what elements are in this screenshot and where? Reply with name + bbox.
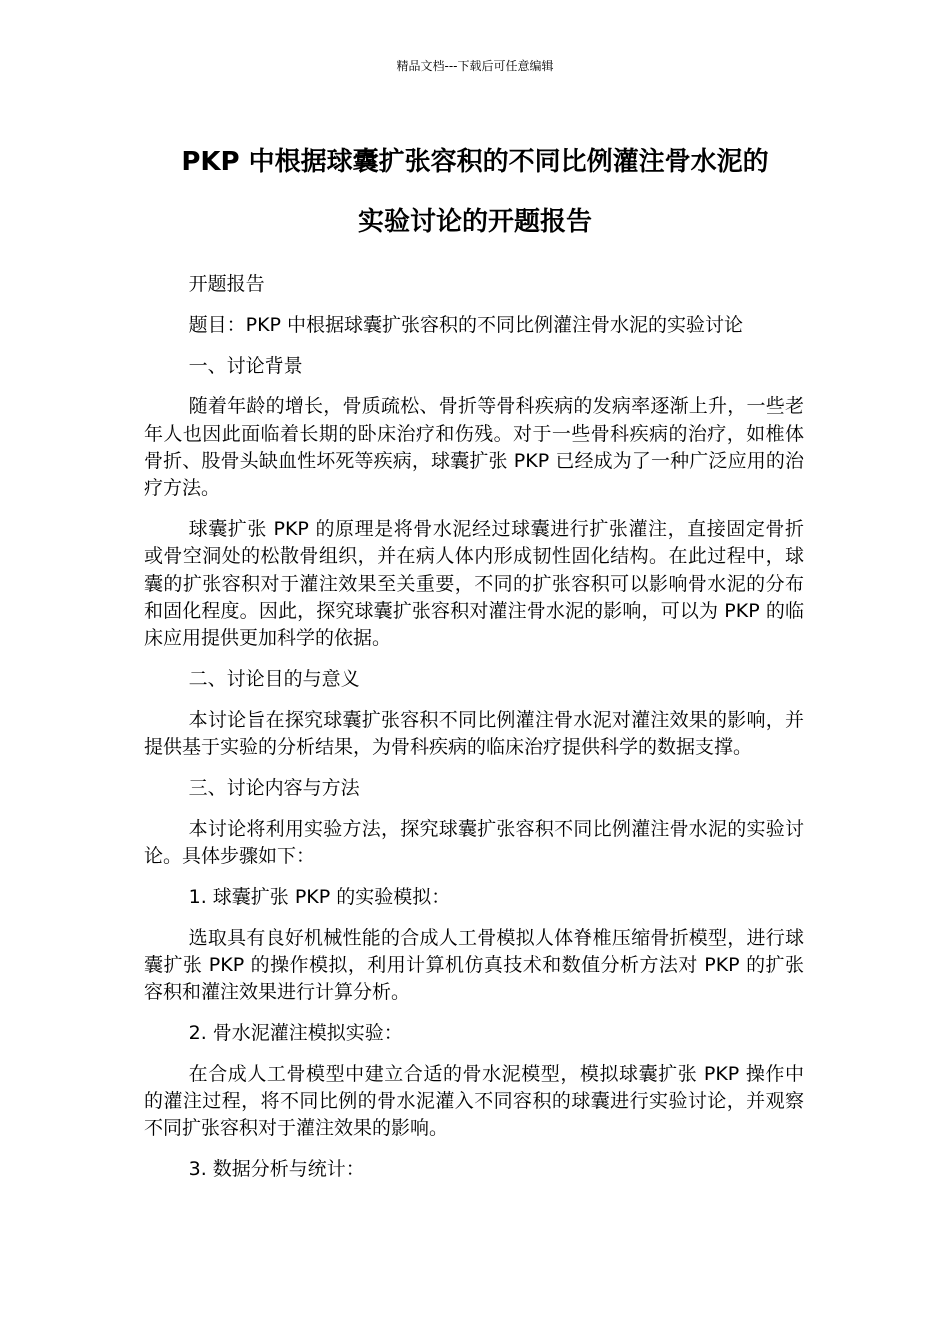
body-paragraph: 随着年龄的增长，骨质疏松、骨折等骨科疾病的发病率逐渐上升，一些老年人也因此面临着长期的卧床治疗和伤残。对于一些骨科疾病的治疗，如椎体骨折、股骨头缺血性坏死等疾病，球囊扩张 PKP 已经成为了一种广泛应用的治疗方法。 [144,395,804,500]
title-line-2: 实验讨论的开题报告 [357,207,592,237]
document-body [144,271,804,1197]
body-paragraph: 在合成人工骨模型中建立合适的骨水泥模型，模拟球囊扩张 PKP 操作中的灌注过程，将不同比例的骨水泥灌入不同容积的球囊进行实验讨论，并观察不同扩张容积对于灌注效果的影响。 [144,1062,804,1140]
section-heading: 一、讨论背景 [188,354,303,377]
section-label: 开题报告 [188,273,265,295]
step-heading: 3. 数据分析与统计： [188,1158,365,1181]
step-heading: 2. 骨水泥灌注模拟实验： [188,1022,403,1045]
page-header-note: 精品文档---下载后可任意编辑 [396,59,554,73]
step-heading: 1. 球囊扩张 PKP 的实验模拟： [188,885,451,908]
section-heading: 二、讨论目的与意义 [188,668,360,691]
body-paragraph: 本讨论将利用实验方法，探究球囊扩张容积不同比例灌注骨水泥的实验讨论。具体步骤如下： [144,817,804,868]
body-paragraph: 选取具有良好机械性能的合成人工骨模拟人体脊椎压缩骨折模型，进行球囊扩张 PKP 的操作模拟，利用计算机仿真技术和数值分析方法对 PKP 的扩张容积和灌注效果进行计算分析。 [144,926,804,1004]
topic-line: 题目：PKP 中根据球囊扩张容积的不同比例灌注骨水泥的实验讨论 [188,313,744,336]
section-heading: 三、讨论内容与方法 [188,776,360,799]
document-title [120,132,830,252]
title-line-1: PKP 中根据球囊扩张容积的不同比例灌注骨水泥的 [181,147,769,177]
body-paragraph: 球囊扩张 PKP 的原理是将骨水泥经过球囊进行扩张灌注，直接固定骨折或骨空洞处的松散骨组织，并在病人体内形成韧性固化结构。在此过程中，球囊的扩张容积对于灌注效果至关重要，不同的扩张容积可以影响骨水泥的分布和固化程度。因此，探究球囊扩张容积对灌注骨水泥的影响，可以为 PKP 的临床应用提供更加科学的依据。 [144,518,804,650]
body-paragraph: 本讨论旨在探究球囊扩张容积不同比例灌注骨水泥对灌注效果的影响，并提供基于实验的分析结果，为骨科疾病的临床治疗提供科学的数据支撑。 [144,708,804,759]
